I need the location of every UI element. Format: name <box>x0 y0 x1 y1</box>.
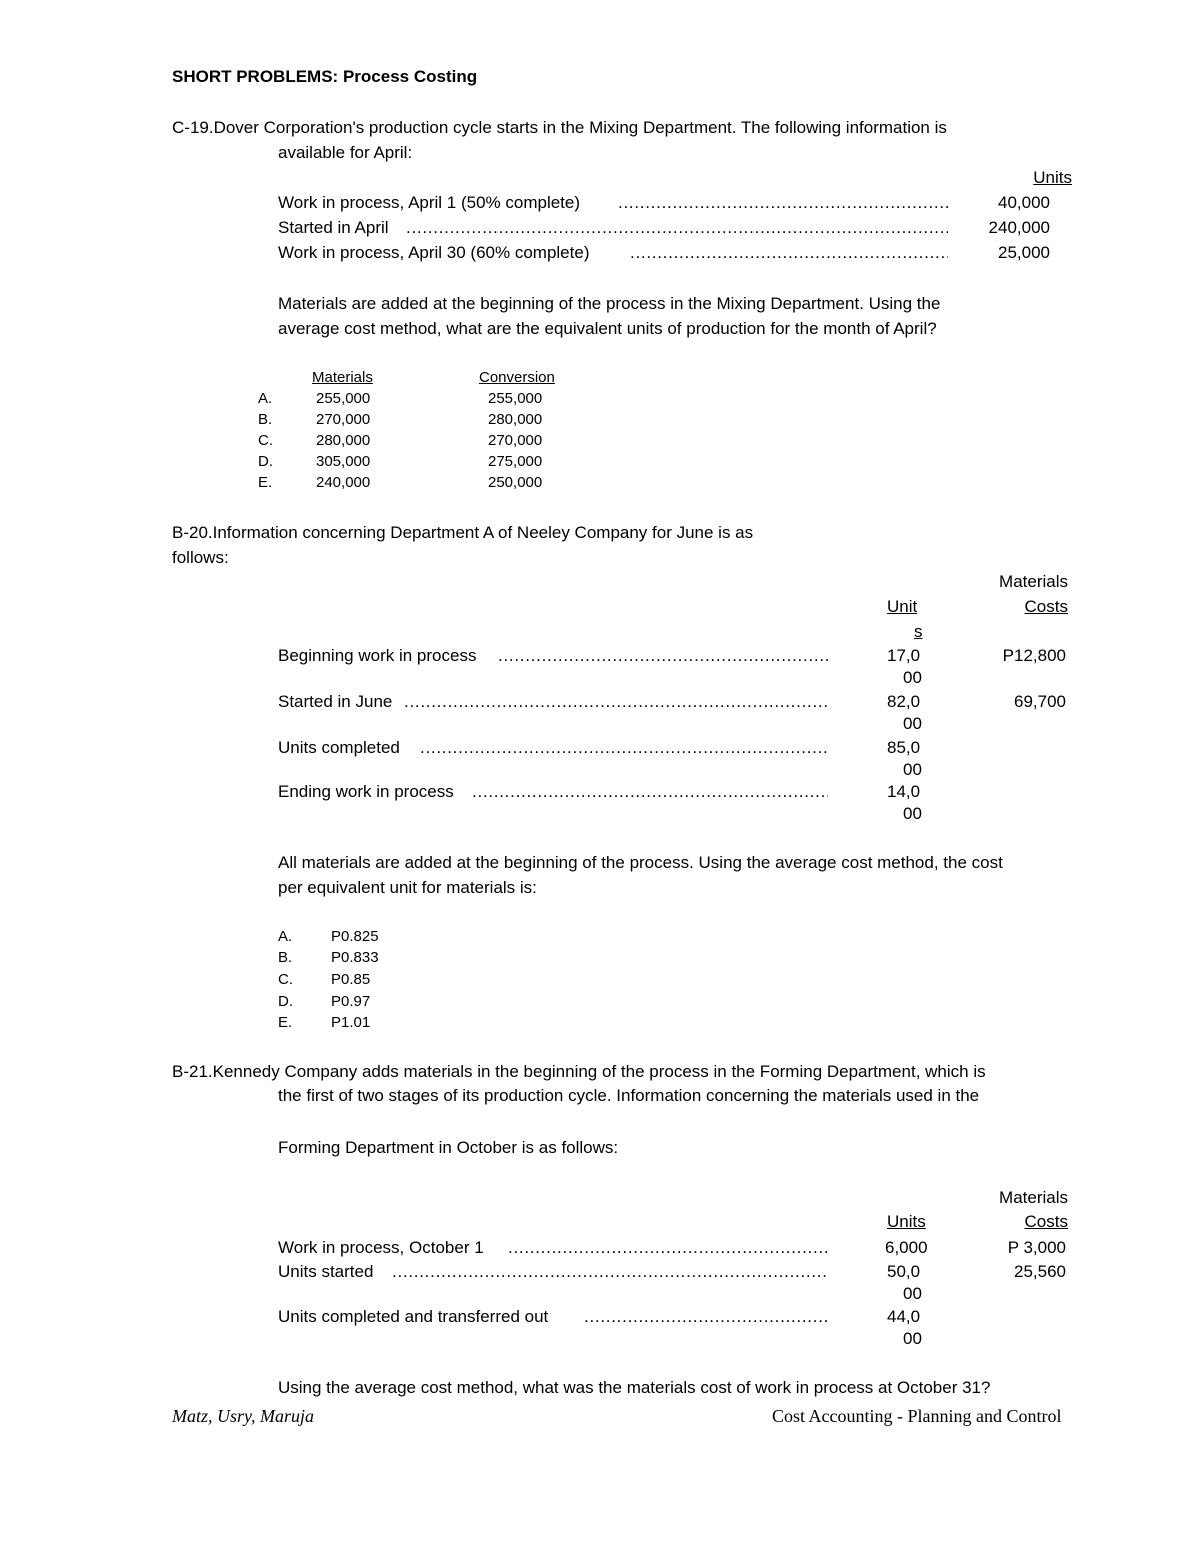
choice-conversion: 255,000 <box>488 390 543 407</box>
leader-dots <box>472 781 828 803</box>
leader-dots <box>630 242 948 264</box>
b20-header-units-wrap: s <box>914 622 923 641</box>
leader-dots <box>618 192 948 214</box>
c19-row-label: Work in process, April 1 (50% complete) <box>278 193 581 212</box>
b20-row-units: 82,0 <box>887 692 921 711</box>
choice-conversion: 280,000 <box>488 411 543 428</box>
b21-intro-line2: the first of two stages of its production cycle. Information concerning the materials used in the <box>278 1086 980 1105</box>
c19-row-value: 40,000 <box>998 193 1050 212</box>
b20-row-cost: 69,700 <box>1014 692 1066 711</box>
c19-col-conversion: Conversion <box>479 369 555 386</box>
footer-authors: Matz, Usry, Maruja <box>172 1406 315 1426</box>
choice-value: P0.97 <box>331 993 371 1010</box>
b21-header-units: Units <box>887 1212 926 1231</box>
c19-question-line2: average cost method, what are the equivalent units of production for the month of April? <box>278 319 937 338</box>
choice-conversion: 275,000 <box>488 453 543 470</box>
b21-question: Using the average cost method, what was the materials cost of work in process at October 31? <box>278 1378 991 1397</box>
b20-intro-line2: follows: <box>172 548 229 567</box>
leader-dots <box>392 1261 828 1283</box>
choice-letter: B. <box>278 949 293 966</box>
b21-row-cost: 25,560 <box>1014 1262 1066 1281</box>
b20-row-units-wrap: 00 <box>903 804 922 823</box>
b21-header-materials: Materials <box>999 1188 1068 1207</box>
c19-col-materials: Materials <box>312 369 373 386</box>
page-title: SHORT PROBLEMS: Process Costing <box>172 67 478 86</box>
choice-materials: 305,000 <box>316 453 371 470</box>
b21-row-units-wrap: 00 <box>903 1329 922 1348</box>
choice-value: P0.833 <box>331 949 379 966</box>
c19-row-value: 240,000 <box>988 218 1050 237</box>
c19-row-label: Started in April <box>278 218 389 237</box>
choice-value: P1.01 <box>331 1014 371 1031</box>
b21-row-units: 44,0 <box>887 1307 921 1326</box>
leader-dots <box>420 737 828 759</box>
b20-row-units: 14,0 <box>887 782 921 801</box>
c19-row-value: 25,000 <box>998 243 1050 262</box>
b20-row-label: Ending work in process <box>278 782 454 801</box>
c19-units-header: Units <box>1033 168 1072 187</box>
b20-row-units: 17,0 <box>887 646 921 665</box>
c19-row-label: Work in process, April 30 (60% complete) <box>278 243 590 262</box>
b20-row-units-wrap: 00 <box>903 760 922 779</box>
b21-row-units-wrap: 00 <box>903 1284 922 1303</box>
b20-header-units: Unit <box>887 597 918 616</box>
b20-row-units-wrap: 00 <box>903 668 922 687</box>
b20-question-line2: per equivalent unit for materials is: <box>278 878 537 897</box>
leader-dots <box>584 1306 828 1328</box>
b21-row-label: Units completed and transferred out <box>278 1307 549 1326</box>
choice-conversion: 250,000 <box>488 474 543 491</box>
choice-letter: C. <box>278 971 293 988</box>
choice-materials: 255,000 <box>316 390 371 407</box>
b20-row-label: Started in June <box>278 692 393 711</box>
b21-row-units: 6,000 <box>885 1238 928 1257</box>
c19-intro-line1: C-19.Dover Corporation's production cycle starts in the Mixing Department. The following information is <box>172 118 947 137</box>
b20-header-materials: Materials <box>999 572 1068 591</box>
choice-letter: D. <box>258 453 273 470</box>
choice-conversion: 270,000 <box>488 432 543 449</box>
choice-letter: B. <box>258 411 273 428</box>
choice-letter: E. <box>258 474 273 491</box>
choice-materials: 280,000 <box>316 432 371 449</box>
leader-dots <box>404 691 828 713</box>
b21-header-costs: Costs <box>1024 1212 1068 1231</box>
leader-dots <box>508 1237 828 1259</box>
choice-value: P0.825 <box>331 928 379 945</box>
b21-intro-line3: Forming Department in October is as follows: <box>278 1138 619 1157</box>
b20-row-label: Beginning work in process <box>278 646 477 665</box>
c19-intro-line2: available for April: <box>278 143 413 162</box>
b21-row-label: Units started <box>278 1262 374 1281</box>
choice-letter: E. <box>278 1014 293 1031</box>
c19-question-line1: Materials are added at the beginning of the process in the Mixing Department. Using the <box>278 294 941 313</box>
b21-row-units: 50,0 <box>887 1262 921 1281</box>
choice-value: P0.85 <box>331 971 371 988</box>
choice-materials: 240,000 <box>316 474 371 491</box>
b20-row-units: 85,0 <box>887 738 921 757</box>
b21-row-cost: P 3,000 <box>1007 1238 1066 1257</box>
b20-row-units-wrap: 00 <box>903 714 922 733</box>
leader-dots <box>406 217 948 239</box>
b20-header-costs: Costs <box>1024 597 1068 616</box>
leader-dots <box>498 645 828 667</box>
b20-question-line1: All materials are added at the beginning of the process. Using the average cost method, the cost <box>278 853 1003 872</box>
choice-letter: A. <box>258 390 273 407</box>
choice-materials: 270,000 <box>316 411 371 428</box>
b20-row-label: Units completed <box>278 738 400 757</box>
b21-intro-line1: B-21.Kennedy Company adds materials in the beginning of the process in the Forming Department, which is <box>172 1062 986 1081</box>
choice-letter: D. <box>278 993 293 1010</box>
choice-letter: C. <box>258 432 273 449</box>
b20-row-cost: P12,800 <box>1002 646 1066 665</box>
footer-book-title: Cost Accounting - Planning and Control <box>772 1406 1062 1426</box>
b20-intro-line1: B-20.Information concerning Department A of Neeley Company for June is as <box>172 523 754 542</box>
b21-row-label: Work in process, October 1 <box>278 1238 484 1257</box>
choice-letter: A. <box>278 928 293 945</box>
